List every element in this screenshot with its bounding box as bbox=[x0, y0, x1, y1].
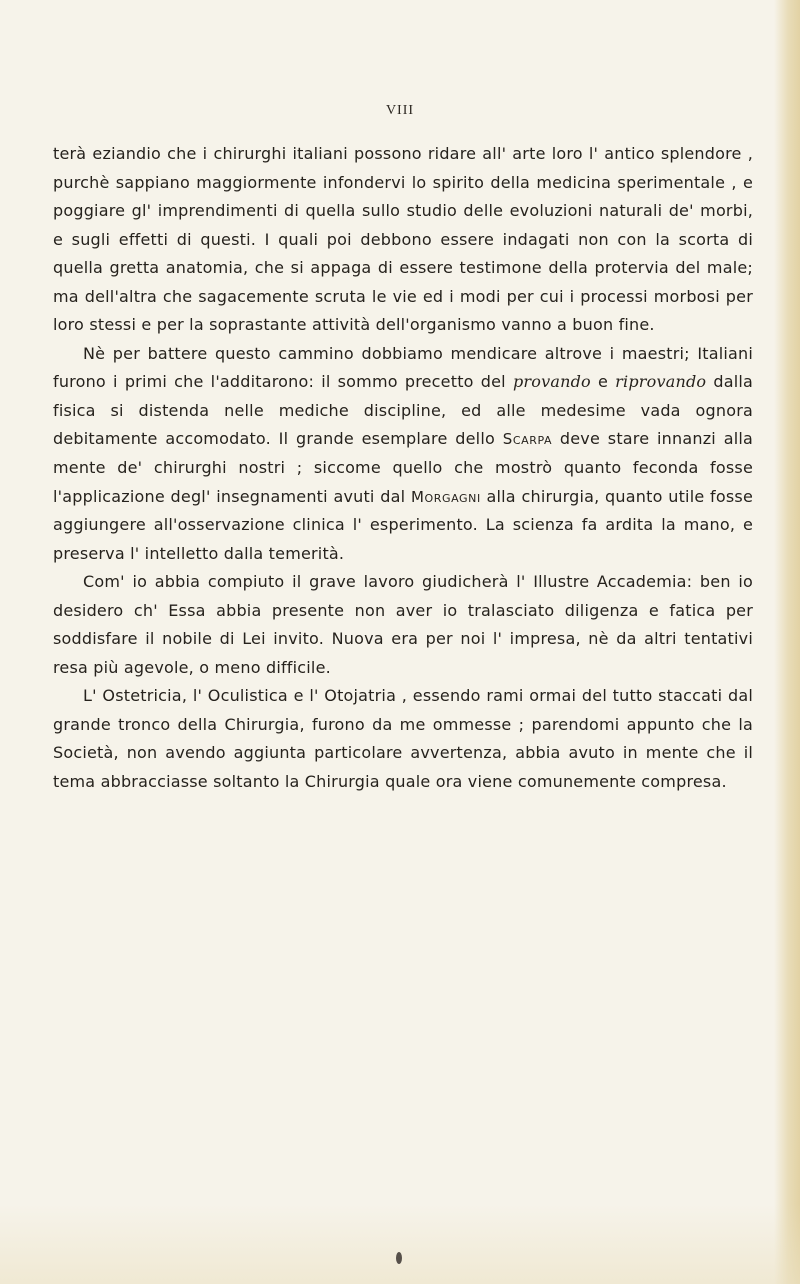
text-run: L' Ostetricia, l' Oculistica e l' Otojatria , essendo rami ormai del tutto staccati dal grande tronco della Chirurgia, furono da me ommesse ; parendomi appunto che la Società, non avendo aggiunta particolare avvertenza, abbia avuto in mente che il tema abbracciasse soltanto la Chirurgia quale ora viene comunemente compresa. bbox=[53, 686, 753, 792]
paragraph bbox=[53, 140, 753, 340]
text-run: terà eziandio che i chirurghi italiani possono ridare all' arte loro l' antico splendore , purchè sappiano maggiormente infondervi lo spirito della medicina sperimentale , e poggiare gl' imprendimenti di quella sullo studio delle evoluzioni naturali de' morbi, e sugli effetti di questi. I quali poi debbono essere indagati non con la scorta di quella gretta anatomia, che si appaga di essere testimone della protervia del male; ma dell'altra che sagacemente scruta le vie ed i modi per cui i processi morbosi per loro stessi e per la soprastante attività dell'organismo vanno a buon fine. bbox=[53, 144, 753, 335]
text-run: Com' io abbia compiuto il grave lavoro giudicherà l' Illustre Accademia: ben io desidero ch' Essa abbia presente non aver io tralasciato diligenza e fatica per soddisfare il nobile di Lei invito. Nuova era per noi l' impresa, nè da altri tentativi resa più agevole, o meno difficile. bbox=[53, 572, 753, 677]
page-bottom-tone bbox=[0, 1204, 800, 1284]
page-number: VIII bbox=[385, 103, 415, 118]
paragraph bbox=[53, 682, 753, 796]
text-run: alla chirurgia, quanto utile fosse aggiungere all'osservazione clinica l' esperimento. La scienza fa ardita la mano, e preserva l' intelletto dalla temerità. bbox=[53, 486, 753, 563]
body-text bbox=[53, 140, 753, 797]
text-run: dalla fisica si distenda nelle mediche discipline, ed alle medesime vada ognora debitamente accomodato. Il grande esemplare dello bbox=[53, 372, 754, 449]
paragraph bbox=[53, 340, 753, 568]
text-run: deve stare innanzi alla mente de' chirurghi nostri ; siccome quello che mostrò quanto feconda fosse l'applicazione degl' insegnamenti avuti dal bbox=[53, 429, 753, 506]
text-run: Nè per battere questo cammino dobbiamo mendicare altrove i maestri; Italiani furono i primi che l'additarono: il sommo precetto del bbox=[53, 343, 753, 392]
ink-blemish bbox=[396, 1252, 402, 1264]
italic-term: provando bbox=[512, 372, 591, 392]
paragraph bbox=[53, 568, 753, 682]
page-edge-shadow bbox=[774, 0, 800, 1284]
author-name: Scarpa bbox=[502, 430, 553, 449]
author-name: Morgagni bbox=[410, 487, 481, 506]
italic-term: riprovando bbox=[615, 372, 707, 392]
text-run: e bbox=[590, 372, 616, 392]
